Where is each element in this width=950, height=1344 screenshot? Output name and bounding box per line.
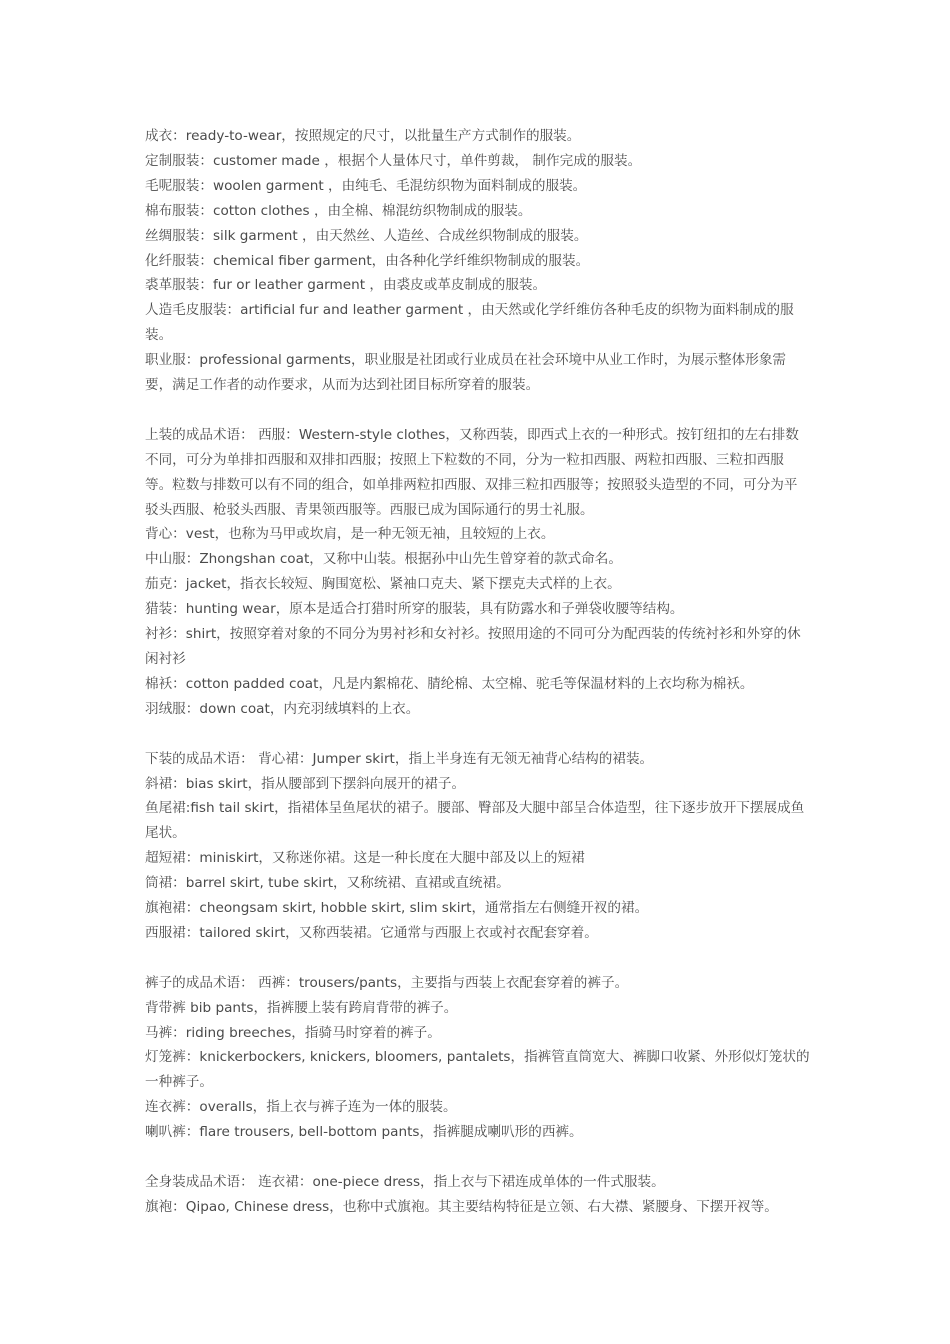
paragraph: 西服裙：tailored skirt，又称西装裙。它通常与西服上衣或衬衣配套穿着。 — [145, 924, 598, 941]
paragraph: 上装的成品术语： 西服：Western-style clothes，又称西装，即西式上衣的一种形式。按钉纽扣的左右排数不同，可分为单排扣西服和双排扣西服；按照上下粒数的不同，分为一粒扣西服、两粒扣西服、三粒扣西服等。粒数与排数可以有不同的组合，如单排两粒扣西服、双排三粒扣西服等；按照驳头造型的不同，可分为平驳头西服、枪驳头西服、青果领西服等。西服已成为国际通行的男士礼服。 — [145, 426, 799, 518]
section-gap — [145, 398, 810, 423]
paragraph: 裘革服装：fur or leather garment ，由裘皮或革皮制成的服装。 — [145, 277, 547, 294]
paragraph: 丝绸服装：silk garment ，由天然丝、人造丝、合成丝织物制成的服装。 — [145, 227, 588, 244]
section-garment-types — [145, 124, 810, 398]
paragraph: 中山服：Zhongshan coat，又称中山装。根据孙中山先生曾穿着的款式命名。 — [145, 551, 622, 568]
paragraph: 连衣裤：overalls，指上衣与裤子连为一体的服装。 — [145, 1099, 457, 1116]
paragraph: 裤子的成品术语： 西裤：trousers/pants，主要指与西装上衣配套穿着的裤子。 — [145, 974, 629, 991]
paragraph: 旗袍裙：cheongsam skirt, hobble skirt, slim skirt，通常指左右侧缝开衩的裙。 — [145, 900, 649, 917]
paragraph: 斜裙：bias skirt，指从腰部到下摆斜向展开的裙子。 — [145, 775, 466, 792]
paragraph: 茄克：jacket，指衣长较短、胸围宽松、紧袖口克夫、紧下摆克夫式样的上衣。 — [145, 576, 621, 593]
section-gap — [145, 1145, 810, 1170]
document-body — [145, 124, 810, 1220]
paragraph: 下装的成品术语： 背心裙：Jumper skirt，指上半身连有无领无袖背心结构的裙装。 — [145, 750, 654, 767]
paragraph: 鱼尾裙:fish tail skirt，指裙体呈鱼尾状的裙子。腰部、臀部及大腿中部呈合体造型，往下逐步放开下摆展成鱼尾状。 — [145, 800, 805, 842]
paragraph: 化纤服装：chemical fiber garment，由各种化学纤维织物制成的服装。 — [145, 252, 590, 269]
paragraph: 职业服：professional garments，职业服是社团或行业成员在社会环境中从业工作时，为展示整体形象需要，满足工作者的动作要求，从而为达到社团目标所穿着的服装。 — [145, 352, 787, 394]
section-upper-garments — [145, 423, 810, 722]
section-full-body — [145, 1170, 810, 1220]
paragraph: 筒裙：barrel skirt, tube skirt，又称统裙、直裙或直统裙。 — [145, 875, 510, 892]
paragraph: 棉袄：cotton padded coat，凡是内絮棉花、腈纶棉、太空棉、驼毛等保温材料的上衣均称为棉袄。 — [145, 675, 754, 692]
paragraph: 成衣：ready-to-wear，按照规定的尺寸，以批量生产方式制作的服装。 — [145, 128, 581, 144]
paragraph: 定制服装：customer made ，根据个人量体尺寸，单件剪裁， 制作完成的服装。 — [145, 152, 642, 169]
paragraph: 背心：vest，也称为马甲或坎肩，是一种无领无袖，且较短的上衣。 — [145, 526, 555, 543]
paragraph: 灯笼裤：knickerbockers, knickers, bloomers, pantalets，指裤管直筒宽大、裤脚口收紧、外形似灯笼状的一种裤子。 — [145, 1049, 810, 1091]
paragraph: 棉布服装：cotton clothes ，由全棉、棉混纺织物制成的服装。 — [145, 202, 532, 219]
section-lower-garments — [145, 747, 810, 946]
paragraph: 马裤：riding breeches，指骑马时穿着的裤子。 — [145, 1024, 441, 1041]
paragraph: 喇叭裤：flare trousers, bell-bottom pants，指裤腿成喇叭形的西裤。 — [145, 1124, 583, 1141]
paragraph: 背带裤 bib pants，指裤腰上装有跨肩背带的裤子。 — [145, 999, 458, 1016]
paragraph: 猎装：hunting wear，原本是适合打猎时所穿的服装，具有防露水和子弹袋收腰等结构。 — [145, 601, 684, 618]
paragraph: 羽绒服：down coat，内充羽绒填料的上衣。 — [145, 700, 420, 717]
paragraph: 全身装成品术语： 连衣裙：one-piece dress，指上衣与下裙连成单体的一件式服装。 — [145, 1174, 665, 1190]
section-gap — [145, 946, 810, 971]
paragraph: 衬衫：shirt，按照穿着对象的不同分为男衬衫和女衬衫。按照用途的不同可分为配西装的传统衬衫和外穿的休闲衬衫 — [145, 626, 801, 668]
paragraph: 毛呢服装：woolen garment ，由纯毛、毛混纺织物为面料制成的服装。 — [145, 177, 587, 194]
section-trousers — [145, 971, 810, 1145]
paragraph: 旗袍：Qipao, Chinese dress，也称中式旗袍。其主要结构特征是立领、右大襟、紧腰身、下摆开衩等。 — [145, 1198, 778, 1215]
paragraph: 超短裙：miniskirt，又称迷你裙。这是一种长度在大腿中部及以上的短裙 — [145, 850, 585, 867]
section-gap — [145, 722, 810, 747]
paragraph: 人造毛皮服装：artificial fur and leather garment ，由天然或化学纤维仿各种毛皮的织物为面料制成的服装。 — [145, 302, 794, 344]
